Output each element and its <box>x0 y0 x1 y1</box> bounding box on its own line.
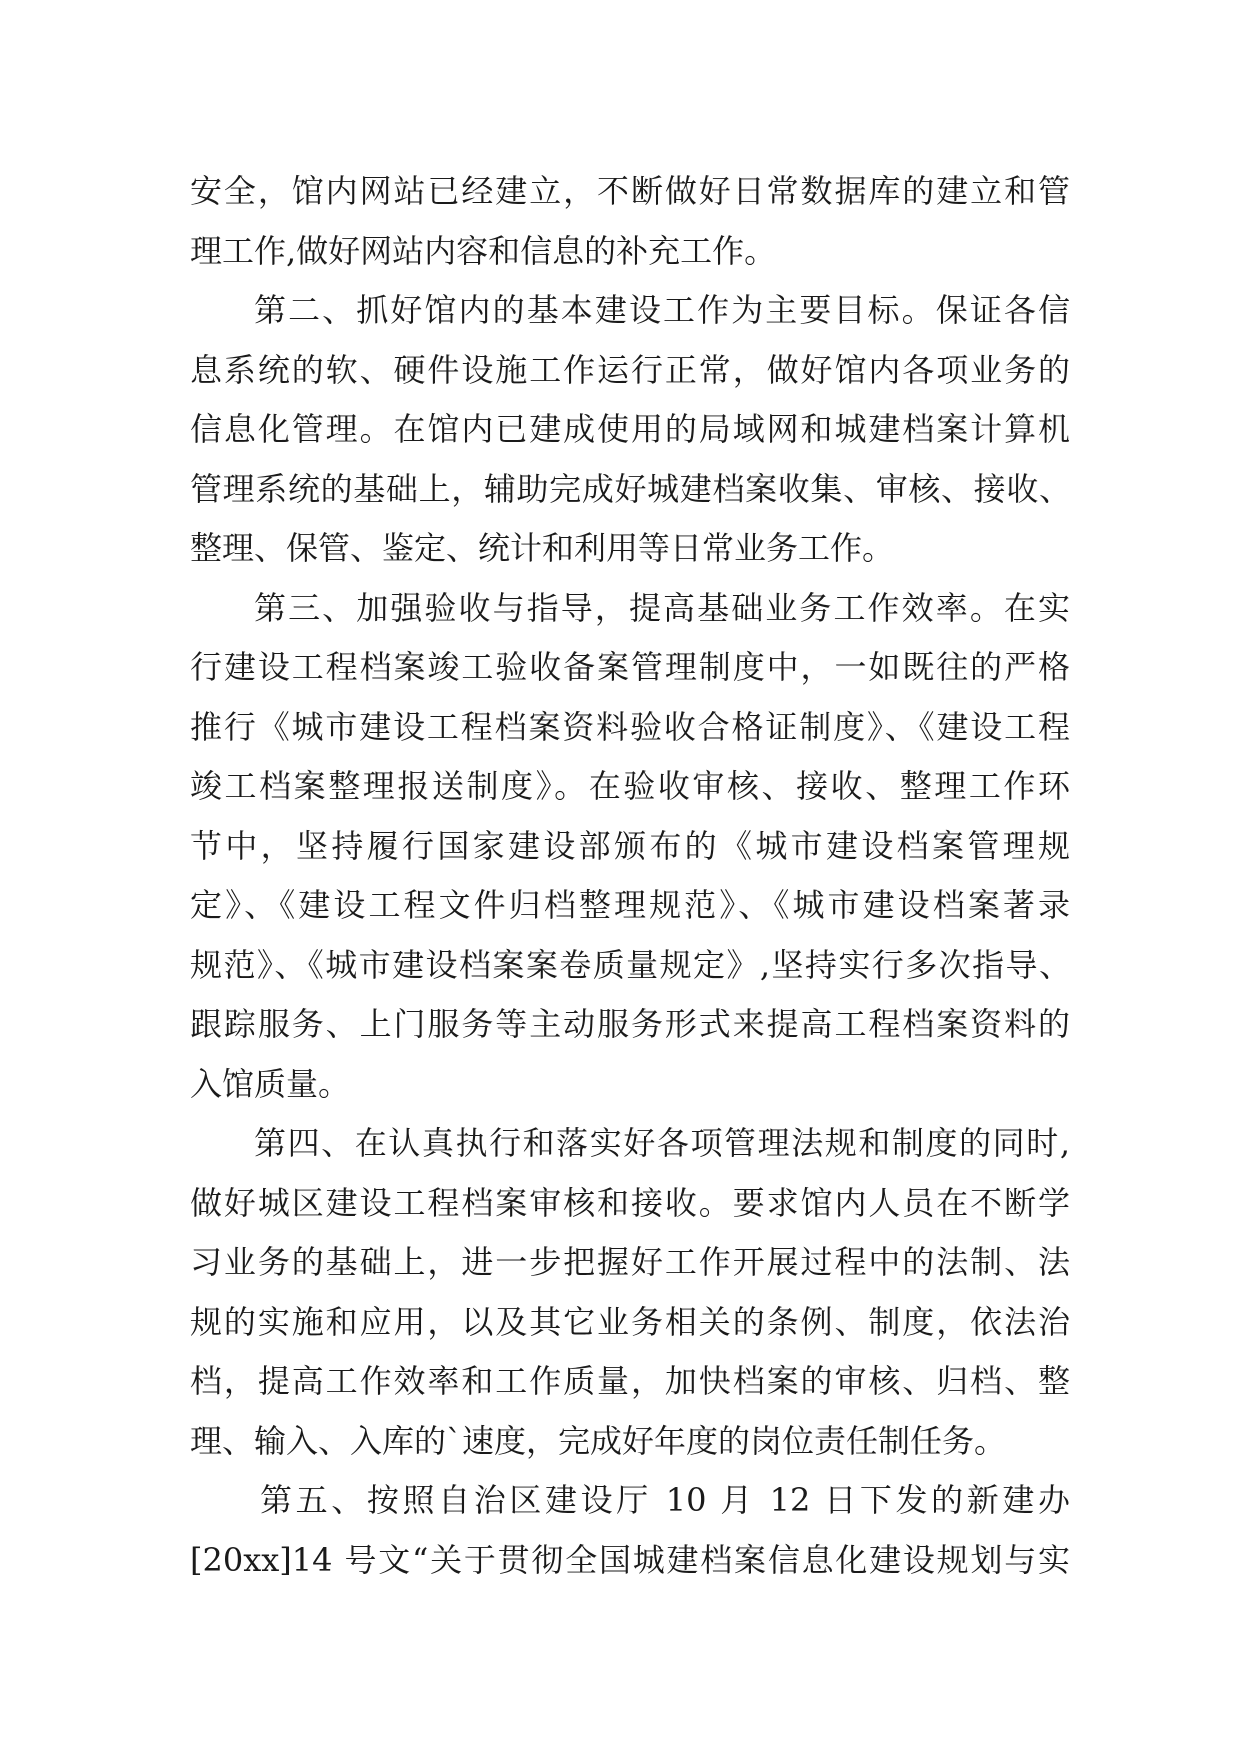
paragraph-start-line: 第二、抓好馆内的基本建设工作为主要目标。保证各信 <box>254 291 1070 329</box>
text-line: 档，提高工作效率和工作质量，加快档案的审核、归档、整 <box>190 1362 1070 1400</box>
text-line: 安全，馆内网站已经建立，不断做好日常数据库的建立和管 <box>190 172 1070 210</box>
text-line: 信息化管理。在馆内已建成使用的局域网和城建档案计算机 <box>190 410 1070 448</box>
text-line: 竣工档案整理报送制度》。在验收审核、接收、整理工作环 <box>190 767 1070 805</box>
text-line: 息系统的软、硬件设施工作运行正常，做好馆内各项业务的 <box>190 350 1070 389</box>
text-line: 管理系统的基础上，辅助完成好城建档案收集、审核、接收、 <box>190 469 1070 508</box>
text-line: 规的实施和应用，以及其它业务相关的条例、制度，依法治 <box>190 1302 1070 1341</box>
text-line: 习业务的基础上，进一步把握好工作开展过程中的法制、法 <box>190 1243 1070 1281</box>
text-line: 行建设工程档案竣工验收备案管理制度中，一如既往的严格 <box>190 648 1070 686</box>
text-line: 跟踪服务、上门服务等主动服务形式来提高工程档案资料的 <box>190 1005 1070 1043</box>
text-line: [20xx]14 号文“关于贯彻全国城建档案信息化建设规划与实 <box>190 1540 1070 1579</box>
text-line: 理、输入、入库的`速度，完成好年度的岗位责任制任务。 <box>190 1421 1007 1460</box>
paragraph-start-line: 第三、加强验收与指导，提高基础业务工作效率。在实 <box>254 588 1070 627</box>
document-body <box>190 162 1070 1590</box>
paragraph-start-line: 第五、按照自治区建设厅 10 月 12 日下发的新建办 <box>260 1481 1070 1519</box>
text-line: 规范》、《城市建设档案案卷质量规定》,坚持实行多次指导、 <box>190 945 1070 984</box>
text-line: 定》、《建设工程文件归档整理规范》、《城市建设档案著录 <box>190 886 1070 924</box>
paragraph-start-line: 第四、在认真执行和落实好各项管理法规和制度的同时, <box>254 1124 1070 1162</box>
text-line: 入馆质量。 <box>190 1064 351 1103</box>
text-line: 理工作,做好网站内容和信息的补充工作。 <box>190 231 777 270</box>
text-line: 整理、保管、鉴定、统计和利用等日常业务工作。 <box>190 529 895 567</box>
text-line: 做好城区建设工程档案审核和接收。要求馆内人员在不断学 <box>190 1183 1070 1222</box>
text-line: 节中，坚持履行国家建设部颁布的《城市建设档案管理规 <box>190 826 1070 865</box>
text-line: 推行《城市建设工程档案资料验收合格证制度》、《建设工程 <box>190 707 1070 746</box>
